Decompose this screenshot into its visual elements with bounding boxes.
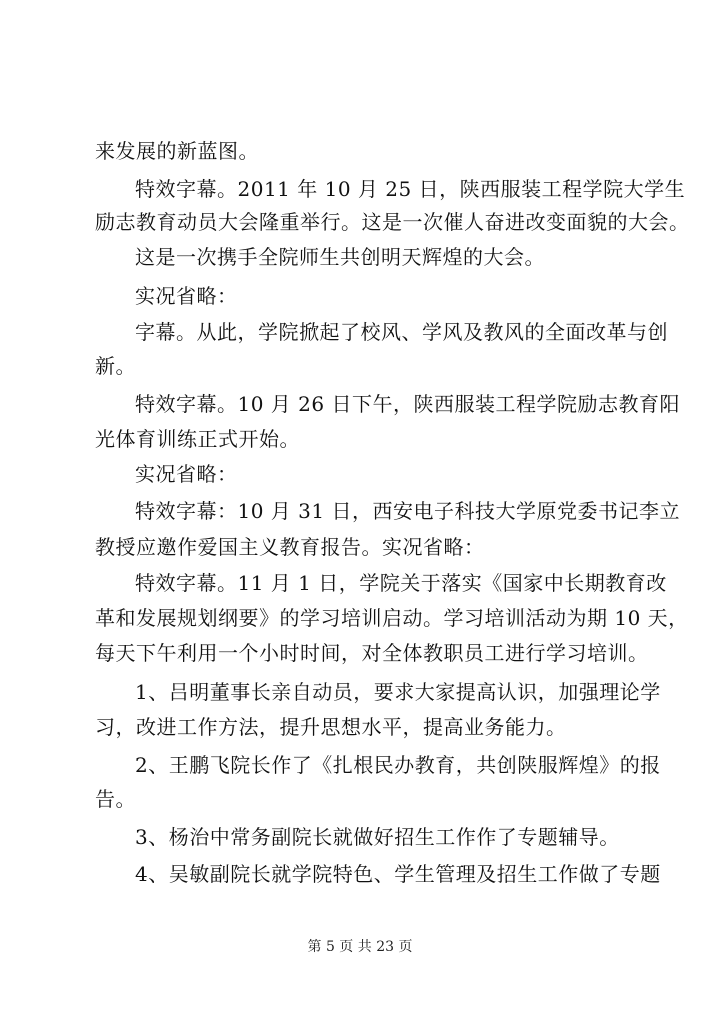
text-line: 2、王鹏飞院长作了《扎根民办教育，共创陕服辉煌》的报 — [135, 753, 661, 777]
page-number-footer: 第 5 页 共 23 页 — [307, 939, 413, 955]
text-line: 光体育训练正式开始。 — [95, 427, 300, 451]
text-line: 字幕。从此，学院掀起了校风、学风及教风的全面改革与创 — [135, 320, 668, 344]
text-line: 每天下午利用一个小时时间，对全体教职员工进行学习培训。 — [95, 641, 649, 665]
text-line: 革和发展规划纲要》的学习培训启动。学习培训活动为期 10 天， — [95, 606, 689, 630]
text-line: 来发展的新蓝图。 — [95, 139, 259, 163]
text-line: 特效字幕。10 月 26 日下午，陕西服装工程学院励志教育阳 — [135, 392, 680, 416]
text-line: 特效字幕：10 月 31 日，西安电子科技大学原党委书记李立 — [135, 499, 680, 523]
text-line: 新。 — [95, 354, 136, 378]
text-line: 1、吕明董事长亲自动员，要求大家提高认识，加强理论学 — [135, 680, 661, 704]
text-line: 教授应邀作爱国主义教育报告。实况省略： — [95, 535, 485, 559]
text-line: 励志教育动员大会隆重举行。这是一次催人奋进改变面貌的大会。 — [95, 210, 690, 234]
text-line: 这是一次携手全院师生共创明天辉煌的大会。 — [135, 245, 545, 269]
text-line: 特效字幕。11 月 1 日，学院关于落实《国家中长期教育改 — [135, 571, 667, 595]
text-line: 告。 — [95, 787, 136, 811]
text-line: 特效字幕。2011 年 10 月 25 日，陕西服装工程学院大学生 — [135, 177, 686, 201]
text-line: 3、杨治中常务副院长就做好招生工作作了专题辅导。 — [135, 825, 620, 849]
text-line: 习，改进工作方法，提升思想水平，提高业务能力。 — [95, 715, 567, 739]
text-line: 4、吴敏副院长就学院特色、学生管理及招生工作做了专题 — [135, 862, 661, 886]
text-line: 实况省略： — [135, 462, 238, 486]
text-line: 实况省略： — [135, 284, 238, 308]
